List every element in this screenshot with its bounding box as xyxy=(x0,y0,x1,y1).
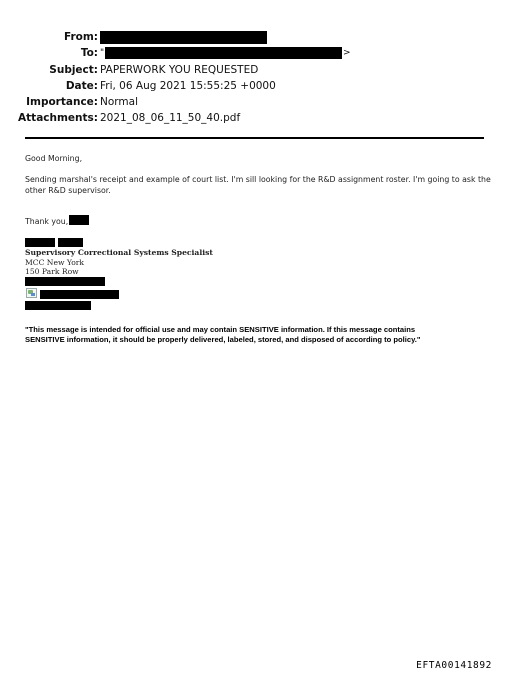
body-line-2: other R&D supervisor. xyxy=(25,186,111,195)
to-prefix: " xyxy=(100,48,105,58)
closing: Thank you, xyxy=(25,217,69,226)
to-redaction xyxy=(105,47,342,59)
subject-label: Subject: xyxy=(49,64,98,76)
signature-title: Supervisory Correctional Systems Specialist xyxy=(25,248,213,257)
header-divider xyxy=(25,137,484,139)
from-redaction xyxy=(100,31,267,44)
greeting: Good Morning, xyxy=(25,154,83,163)
body-line-1: Sending marshal's receipt and example of court list. I'm sill looking for the R&D assignment roster. I'm going to ask the xyxy=(25,175,491,184)
broken-image-icon xyxy=(26,288,37,298)
to-label: To: xyxy=(80,47,98,59)
signature-address: 150 Park Row xyxy=(25,267,79,276)
signature-email-redaction xyxy=(25,301,91,310)
attachments-label: Attachments: xyxy=(18,112,98,124)
signature-name-redaction-2 xyxy=(58,238,83,247)
to-suffix: > xyxy=(343,48,351,58)
date-value: Fri, 06 Aug 2021 15:55:25 +0000 xyxy=(100,80,276,92)
sensitive-notice xyxy=(25,325,485,344)
importance-value: Normal xyxy=(100,96,138,108)
from-label: From: xyxy=(63,31,98,43)
signature-org: MCC New York xyxy=(25,258,85,267)
subject-value: PAPERWORK YOU REQUESTED xyxy=(100,64,259,76)
signature-phone-redaction xyxy=(25,277,105,286)
attachment-link[interactable]: 2021_08_06_11_50_40.pdf xyxy=(100,112,241,124)
document-id: EFTA00141892 xyxy=(416,660,492,671)
importance-label: Importance: xyxy=(26,96,98,108)
signature-name-redaction-1 xyxy=(25,238,55,247)
notice-line-2: SENSITIVE information, it should be properly delivered, labeled, stored, and disposed of according to policy." xyxy=(25,334,421,344)
sender-name-redaction xyxy=(69,215,89,225)
notice-line-1: "This message is intended for official use and may contain SENSITIVE information. If this message contains xyxy=(25,325,416,334)
signature-line-redaction xyxy=(40,290,119,299)
date-label: Date: xyxy=(65,80,98,92)
